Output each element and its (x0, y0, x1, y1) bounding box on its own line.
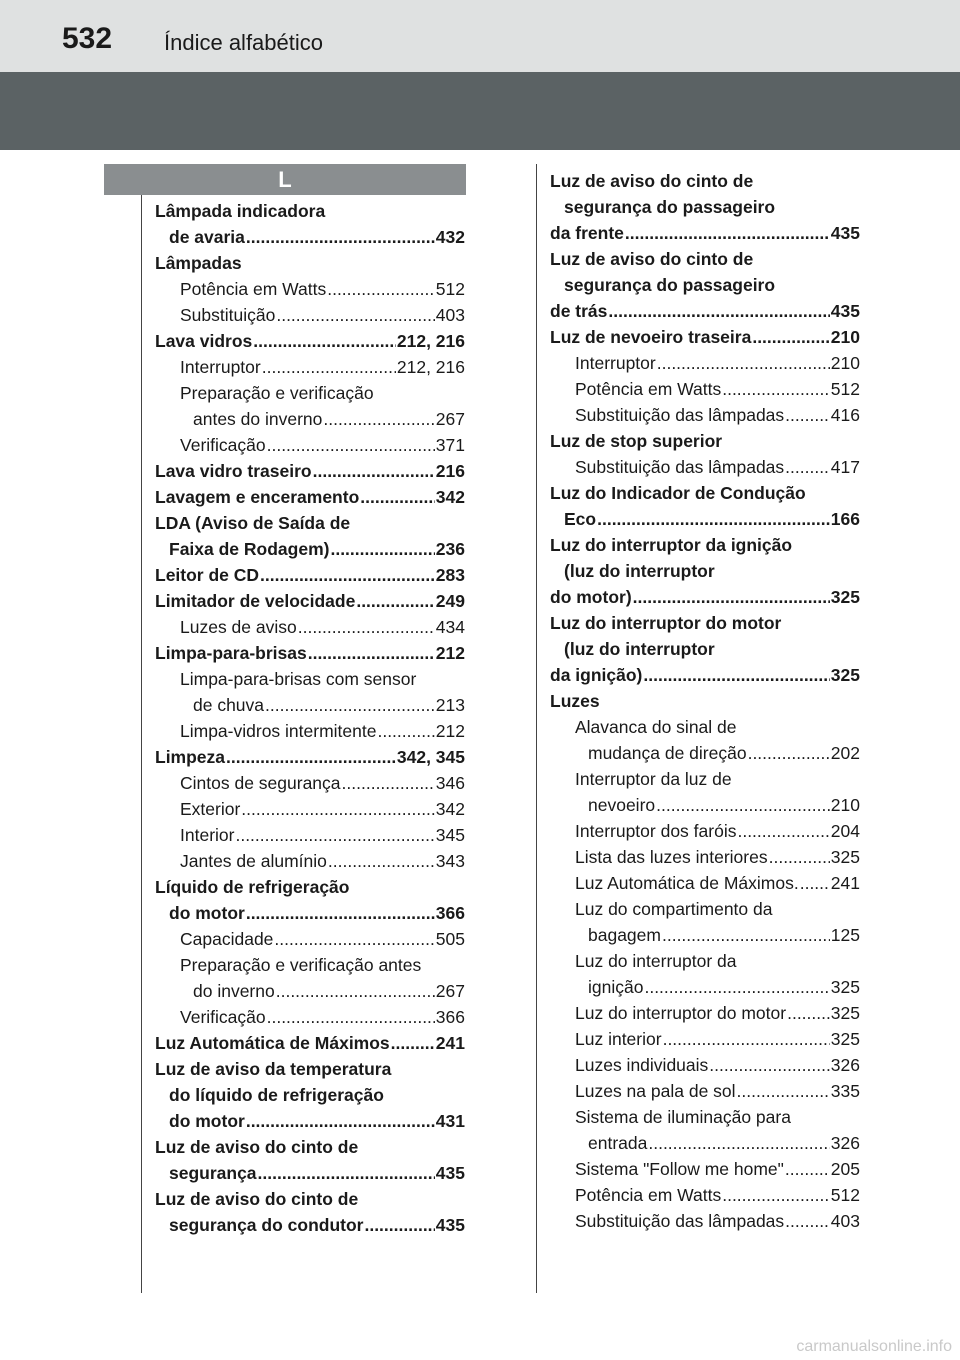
index-letter-header (104, 164, 466, 195)
index-entry (550, 714, 860, 740)
section-title: Índice alfabético (164, 30, 323, 55)
entry-term: Preparação e verificação antes (180, 955, 422, 975)
dot-leader (330, 536, 434, 562)
entry-page-number: 325 (830, 1003, 860, 1023)
entry-term: Luz do Indicador de Condução (550, 483, 806, 503)
entry-page-number: 346 (435, 773, 465, 793)
entry-page-number: 343 (435, 851, 465, 871)
entry-term: Substituição das lâmpadas (575, 457, 785, 477)
index-entry (155, 1160, 465, 1186)
right-index-column (550, 168, 860, 1234)
entry-term: Lava vidro traseiro (155, 461, 312, 481)
dot-leader (722, 1182, 830, 1208)
dot-leader (785, 454, 830, 480)
entry-term: Interruptor dos faróis (575, 821, 737, 841)
dot-leader (267, 1004, 435, 1030)
entry-term: segurança (169, 1163, 257, 1183)
entry-page-number: 435 (435, 1215, 465, 1235)
dot-leader (785, 1156, 830, 1182)
entry-term: Alavanca do sinal de (575, 717, 737, 737)
dot-leader (241, 796, 435, 822)
entry-page-number: 342 (435, 799, 465, 819)
entry-term: Substituição (180, 305, 276, 325)
entry-page-number: 213 (435, 695, 465, 715)
entry-term: Verificação (180, 435, 266, 455)
entry-page-number: 371 (435, 435, 465, 455)
dot-leader (785, 402, 830, 428)
index-entry (550, 792, 860, 818)
index-entry (550, 974, 860, 1000)
entry-term: Luz do interruptor do motor (550, 613, 782, 633)
index-entry (155, 302, 465, 328)
index-entry (155, 796, 465, 822)
entry-term: Lista das luzes interiores (575, 847, 768, 867)
index-entry (155, 874, 465, 900)
entry-term: da ignição) (550, 665, 643, 685)
index-entry (550, 1156, 860, 1182)
entry-term: (luz do interruptor (564, 639, 715, 659)
index-entry (550, 480, 860, 506)
dot-leader (342, 770, 435, 796)
index-entry (155, 978, 465, 1004)
index-entry (550, 272, 860, 298)
index-entry (550, 896, 860, 922)
index-entry (550, 558, 860, 584)
index-entry (550, 662, 860, 688)
entry-term: Luz de aviso do cinto de (155, 1189, 359, 1209)
dot-leader (276, 978, 435, 1004)
dot-leader (258, 1160, 435, 1186)
dot-leader (644, 974, 829, 1000)
index-entry (550, 870, 860, 896)
entry-page-number: 403 (830, 1211, 860, 1231)
dot-leader (391, 1030, 435, 1056)
entry-term: do motor (169, 1111, 245, 1131)
watermark: carmanualsonline.info (796, 1338, 952, 1355)
entry-term: Potência em Watts (180, 279, 327, 299)
entry-term: Luz Automática de Máximos. (575, 873, 799, 893)
entry-page-number: 325 (830, 665, 860, 685)
index-entry (155, 198, 465, 224)
dot-leader (313, 458, 435, 484)
dot-leader (752, 324, 829, 350)
entry-page-number: 417 (830, 457, 860, 477)
entry-page-number: 512 (830, 1185, 860, 1205)
entry-term: segurança do condutor (169, 1215, 364, 1235)
dot-leader (298, 614, 435, 640)
entry-page-number: 431 (435, 1111, 465, 1131)
entry-page-number: 210 (830, 795, 860, 815)
index-entry (550, 220, 860, 246)
entry-page-number: 325 (830, 587, 860, 607)
dot-leader (235, 822, 434, 848)
entry-term: LDA (Aviso de Saída de (155, 513, 351, 533)
entry-term: Capacidade (180, 929, 274, 949)
index-entry (550, 740, 860, 766)
entry-term: antes do inverno (193, 409, 323, 429)
dot-leader (737, 1078, 830, 1104)
header-band (0, 72, 960, 150)
entry-term: da frente (550, 223, 624, 243)
dot-leader (633, 584, 830, 610)
index-entry (155, 926, 465, 952)
index-entry (155, 900, 465, 926)
entry-term: Luz de nevoeiro traseira (550, 327, 752, 347)
dot-leader (769, 844, 830, 870)
entry-page-number: 432 (435, 227, 465, 247)
entry-term: Lavagem e enceramento (155, 487, 360, 507)
entry-term: mudança de direção (588, 743, 747, 763)
entry-page-number: 212, 216 (396, 357, 465, 377)
entry-term: Faixa de Rodagem) (169, 539, 330, 559)
index-entry (550, 246, 860, 272)
entry-term: de avaria (169, 227, 245, 247)
index-entry (550, 1078, 860, 1104)
entry-term: Interruptor da luz de (575, 769, 732, 789)
dot-leader (360, 484, 435, 510)
index-entry (155, 224, 465, 250)
entry-page-number: 236 (435, 539, 465, 559)
entry-term: do motor) (550, 587, 632, 607)
entry-term: Limitador de velocidade (155, 591, 356, 611)
entry-page-number: 335 (830, 1081, 860, 1101)
entry-page-number: 416 (830, 405, 860, 425)
entry-term: Luz de aviso da temperatura (155, 1059, 392, 1079)
entry-page-number: 325 (830, 847, 860, 867)
index-entry (155, 1082, 465, 1108)
dot-leader (625, 220, 830, 246)
entry-page-number: 166 (830, 509, 860, 529)
index-entry (155, 1134, 465, 1160)
entry-page-number: 205 (830, 1159, 860, 1179)
dot-leader (260, 562, 435, 588)
entry-term: Luz de stop superior (550, 431, 723, 451)
index-entry (550, 1052, 860, 1078)
dot-leader (274, 926, 434, 952)
entry-page-number: 366 (435, 903, 465, 923)
index-entry (155, 354, 465, 380)
dot-leader (709, 1052, 830, 1078)
entry-page-number: 325 (830, 977, 860, 997)
entry-page-number: 210 (830, 353, 860, 373)
dot-leader (262, 354, 396, 380)
index-entry (550, 402, 860, 428)
entry-term: Interruptor (180, 357, 261, 377)
dot-leader (800, 870, 830, 896)
entry-page-number: 212, 216 (396, 331, 465, 351)
entry-term: bagagem (588, 925, 661, 945)
dot-leader (737, 818, 829, 844)
index-entry (550, 636, 860, 662)
index-letter: L (278, 166, 292, 192)
entry-term: Luzes de aviso (180, 617, 297, 637)
entry-term: Lava vidros (155, 331, 253, 351)
index-entry (155, 562, 465, 588)
entry-page-number: 204 (830, 821, 860, 841)
entry-term: Luz de aviso do cinto de (155, 1137, 359, 1157)
index-entry (155, 510, 465, 536)
index-entry (155, 1004, 465, 1030)
index-entry (550, 922, 860, 948)
entry-page-number: 366 (435, 1007, 465, 1027)
entry-term: Limpa-vidros intermitente (180, 721, 377, 741)
left-index-column (155, 198, 465, 1238)
entry-page-number: 512 (830, 379, 860, 399)
entry-term: de trás (550, 301, 608, 321)
entry-page-number: 210 (830, 327, 860, 347)
entry-page-number: 403 (435, 305, 465, 325)
entry-page-number: 283 (435, 565, 465, 585)
index-entry (155, 276, 465, 302)
index-entry (155, 848, 465, 874)
entry-term: Luz do interruptor do motor (575, 1003, 787, 1023)
entry-term: Interior (180, 825, 235, 845)
dot-leader (356, 588, 434, 614)
index-entry (550, 506, 860, 532)
entry-page-number: 326 (830, 1055, 860, 1075)
index-entry (155, 484, 465, 510)
index-entry (155, 1186, 465, 1212)
index-entry (155, 458, 465, 484)
entry-page-number: 216 (435, 461, 465, 481)
dot-leader (643, 662, 829, 688)
dot-leader (748, 740, 830, 766)
entry-page-number: 342 (435, 487, 465, 507)
index-entry (550, 194, 860, 220)
index-entry (155, 666, 465, 692)
entry-page-number: 241 (830, 873, 860, 893)
index-entry (155, 380, 465, 406)
entry-term: Lâmpadas (155, 253, 242, 273)
index-entry (155, 1108, 465, 1134)
index-entry (155, 718, 465, 744)
dot-leader (785, 1208, 830, 1234)
index-entry (550, 428, 860, 454)
dot-leader (267, 432, 435, 458)
index-entry (155, 432, 465, 458)
index-entry (550, 454, 860, 480)
entry-page-number: 345 (435, 825, 465, 845)
dot-leader (327, 276, 435, 302)
entry-term: Eco (564, 509, 597, 529)
index-entry (155, 952, 465, 978)
index-entry (550, 1130, 860, 1156)
entry-term: Exterior (180, 799, 241, 819)
dot-leader (597, 506, 830, 532)
dot-leader (662, 922, 830, 948)
dot-leader (656, 792, 830, 818)
entry-term: Luzes (550, 691, 600, 711)
dot-leader (323, 406, 434, 432)
index-entry (550, 948, 860, 974)
index-entry (155, 1056, 465, 1082)
dot-leader (648, 1130, 829, 1156)
index-entry (155, 1212, 465, 1238)
dot-leader (246, 224, 435, 250)
index-entry (550, 1026, 860, 1052)
entry-term: Luz do compartimento da (575, 899, 773, 919)
page-number: 532 (62, 22, 113, 55)
entry-term: nevoeiro (588, 795, 656, 815)
entry-term: Leitor de CD (155, 565, 260, 585)
entry-page-number: 212 (435, 643, 465, 663)
entry-term: Luzes na pala de sol (575, 1081, 736, 1101)
entry-term: do inverno (193, 981, 275, 1001)
entry-term: Luz de aviso do cinto de (550, 249, 754, 269)
entry-term: (luz do interruptor (564, 561, 715, 581)
index-entry (155, 770, 465, 796)
entry-term: Luz de aviso do cinto de (550, 171, 754, 191)
index-entry (550, 298, 860, 324)
entry-term: Sistema "Follow me home" (575, 1159, 784, 1179)
dot-leader (226, 744, 396, 770)
dot-leader (787, 1000, 830, 1026)
entry-term: segurança do passageiro (564, 275, 776, 295)
entry-term: segurança do passageiro (564, 197, 776, 217)
entry-page-number: 326 (830, 1133, 860, 1153)
index-entry (550, 1182, 860, 1208)
entry-term: Limpa-para-brisas com sensor (180, 669, 417, 689)
entry-term: do líquido de refrigeração (169, 1085, 384, 1105)
entry-page-number: 212 (435, 721, 465, 741)
entry-term: Sistema de iluminação para (575, 1107, 791, 1127)
dot-leader (253, 328, 396, 354)
entry-term: Interruptor (575, 353, 656, 373)
index-entry (155, 614, 465, 640)
left-column-divider (141, 195, 142, 1293)
index-entry (155, 692, 465, 718)
dot-leader (276, 302, 434, 328)
entry-term: ignição (588, 977, 644, 997)
entry-page-number: 342, 345 (396, 747, 465, 767)
dot-leader (377, 718, 434, 744)
entry-term: Luz do interruptor da ignição (550, 535, 793, 555)
index-entry (550, 610, 860, 636)
entry-page-number: 512 (435, 279, 465, 299)
index-entry (550, 844, 860, 870)
index-entry (155, 640, 465, 666)
entry-term: Luz do interruptor da (575, 951, 737, 971)
entry-page-number: 435 (830, 223, 860, 243)
entry-page-number: 241 (435, 1033, 465, 1053)
dot-leader (265, 692, 435, 718)
entry-term: Preparação e verificação (180, 383, 374, 403)
dot-leader (246, 900, 435, 926)
dot-leader (364, 1212, 434, 1238)
dot-leader (328, 848, 435, 874)
index-entry (550, 168, 860, 194)
entry-term: Cintos de segurança (180, 773, 341, 793)
entry-term: Potência em Watts (575, 379, 722, 399)
entry-page-number: 125 (830, 925, 860, 945)
entry-page-number: 435 (435, 1163, 465, 1183)
dot-leader (246, 1108, 435, 1134)
entry-term: Luz Automática de Máximos (155, 1033, 390, 1053)
entry-page-number: 435 (830, 301, 860, 321)
index-entry (155, 822, 465, 848)
entry-term: Limpa-para-brisas (155, 643, 307, 663)
index-entry (550, 376, 860, 402)
entry-page-number: 267 (435, 981, 465, 1001)
entry-page-number: 505 (435, 929, 465, 949)
entry-page-number: 434 (435, 617, 465, 637)
entry-page-number: 267 (435, 409, 465, 429)
entry-term: entrada (588, 1133, 648, 1153)
index-entry (550, 1104, 860, 1130)
entry-term: de chuva (193, 695, 265, 715)
index-entry (550, 584, 860, 610)
index-entry (155, 1030, 465, 1056)
index-entry (155, 406, 465, 432)
entry-term: Substituição das lâmpadas (575, 1211, 785, 1231)
dot-leader (608, 298, 829, 324)
index-entry (550, 350, 860, 376)
entry-term: Lâmpada indicadora (155, 201, 326, 221)
index-entry (550, 688, 860, 714)
entry-term: Limpeza (155, 747, 226, 767)
dot-leader (663, 1026, 830, 1052)
entry-term: do motor (169, 903, 245, 923)
index-entry (550, 1000, 860, 1026)
index-entry (155, 588, 465, 614)
index-entry (155, 536, 465, 562)
entry-term: Verificação (180, 1007, 266, 1027)
index-entry (155, 250, 465, 276)
index-entry (550, 766, 860, 792)
index-entry (550, 1208, 860, 1234)
dot-leader (722, 376, 830, 402)
page-header (0, 0, 960, 72)
entry-term: Jantes de alumínio (180, 851, 327, 871)
entry-term: Potência em Watts (575, 1185, 722, 1205)
index-entry (550, 818, 860, 844)
index-entry (550, 532, 860, 558)
entry-term: Líquido de refrigeração (155, 877, 350, 897)
entry-page-number: 325 (830, 1029, 860, 1049)
entry-page-number: 249 (435, 591, 465, 611)
entry-page-number: 202 (830, 743, 860, 763)
center-column-divider (536, 164, 537, 1293)
dot-leader (308, 640, 435, 666)
entry-term: Substituição das lâmpadas (575, 405, 785, 425)
index-entry (155, 328, 465, 354)
entry-term: Luz interior (575, 1029, 662, 1049)
entry-term: Luzes individuais (575, 1055, 709, 1075)
index-entry (155, 744, 465, 770)
dot-leader (657, 350, 830, 376)
index-entry (550, 324, 860, 350)
